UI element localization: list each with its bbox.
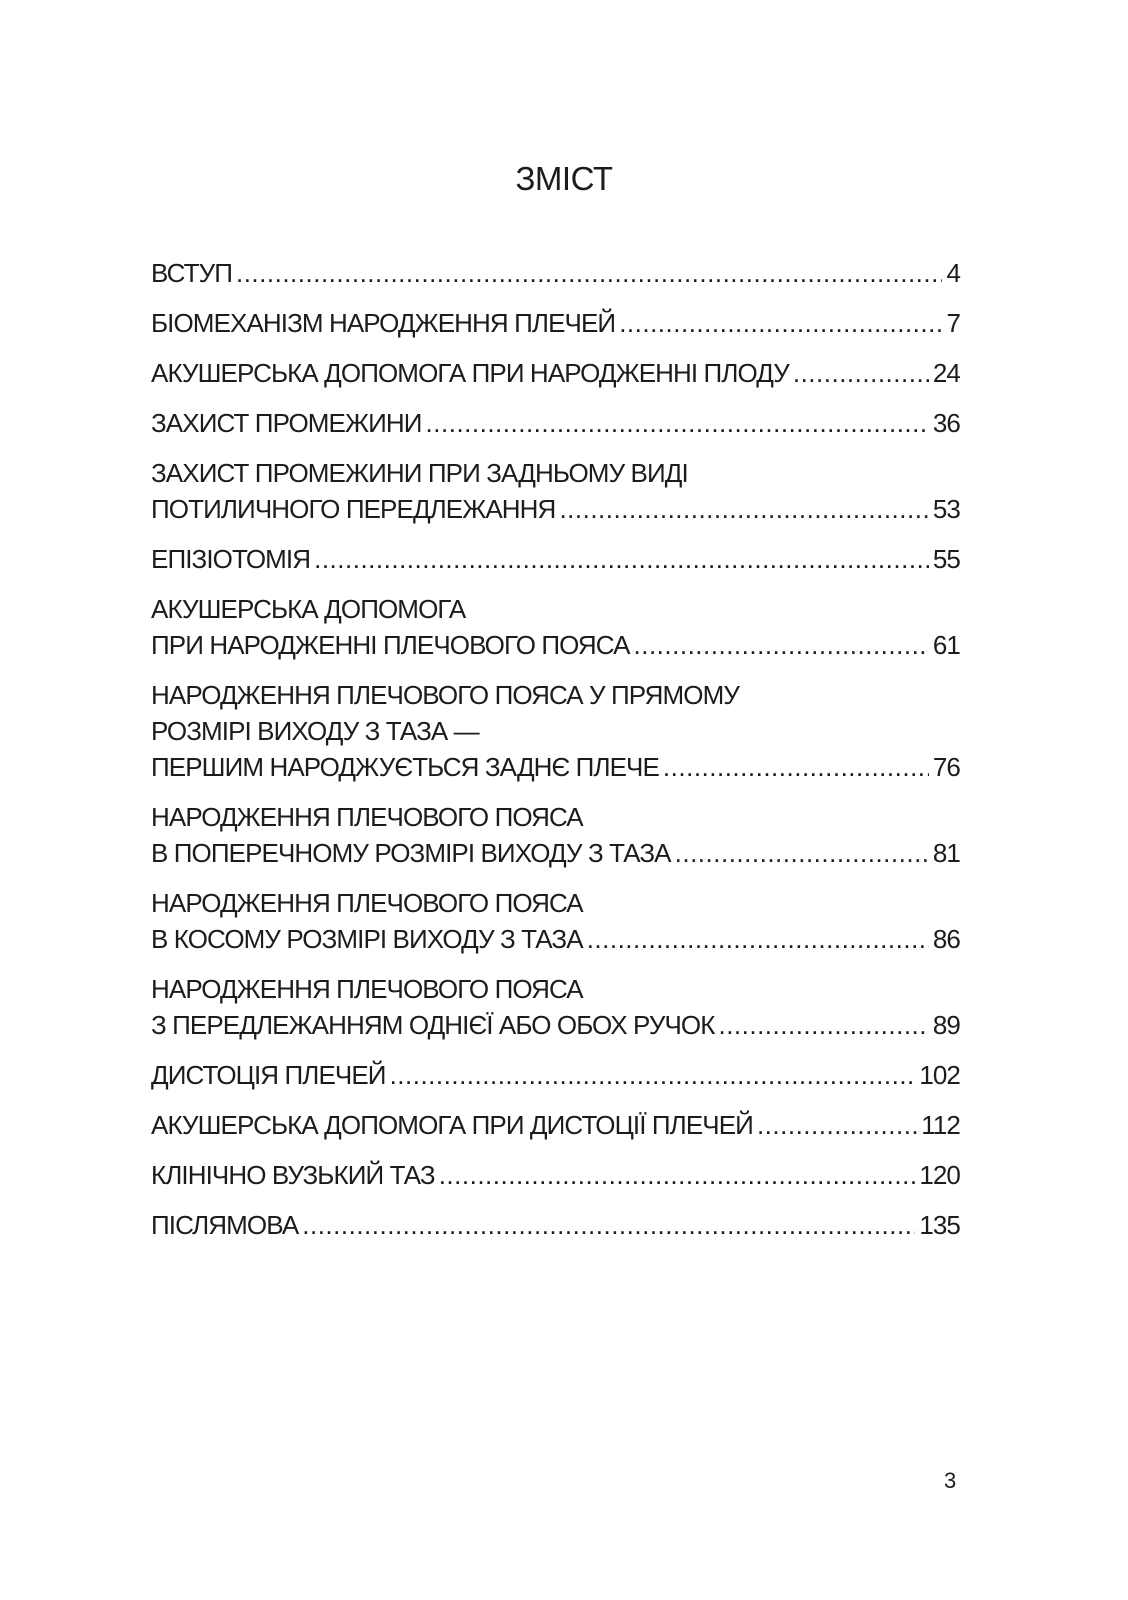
dot-leader <box>302 1207 915 1243</box>
toc-entry-page: 36 <box>932 408 960 438</box>
toc-entry-title-line: НАРОДЖЕННЯ ПЛЕЧОВОГО ПОЯСА <box>151 888 583 918</box>
dot-leader <box>559 491 928 527</box>
dot-leader <box>314 541 929 577</box>
toc-entry-row <box>151 305 960 341</box>
toc-entry-page: 24 <box>932 358 960 388</box>
dot-leader <box>757 1107 917 1143</box>
toc-entry-title: ДИСТОЦІЯ ПЛЕЧЕЙ <box>151 1060 386 1090</box>
toc-entry-row <box>151 1207 960 1243</box>
toc-entry[interactable] <box>151 1207 960 1243</box>
toc-entry-title-line: АКУШЕРСЬКА ДОПОМОГА <box>151 594 466 624</box>
toc-entry-page: 61 <box>932 630 960 660</box>
toc-entry-row <box>151 1007 960 1043</box>
page-title: ЗМІСТ <box>515 160 613 197</box>
toc-entry-page: 89 <box>932 1010 960 1040</box>
toc-entry-row <box>151 541 960 577</box>
toc-entry-title-line: РОЗМІРІ ВИХОДУ З ТАЗА — <box>151 716 479 746</box>
toc-entry-row <box>151 405 960 441</box>
toc-entry[interactable] <box>151 1057 960 1093</box>
toc-entry-row <box>151 255 960 291</box>
toc-entry-title: В КОСОМУ РОЗМІРІ ВИХОДУ З ТАЗА <box>151 924 583 954</box>
toc-entry-page: 53 <box>932 494 960 524</box>
toc-entry-title: ВСТУП <box>151 258 232 288</box>
dot-leader <box>634 627 929 663</box>
toc-entry[interactable] <box>151 799 960 871</box>
dot-leader <box>426 405 929 441</box>
toc-entry-title-line: ЗАХИСТ ПРОМЕЖИНИ ПРИ ЗАДНЬОМУ ВИДІ <box>151 458 688 488</box>
toc-entry-page: 120 <box>919 1160 960 1190</box>
toc-entry[interactable] <box>151 971 960 1043</box>
table-of-contents <box>151 255 960 1257</box>
dot-leader <box>718 1007 928 1043</box>
toc-entry-title-line: НАРОДЖЕННЯ ПЛЕЧОВОГО ПОЯСА У ПРЯМОМУ <box>151 680 739 710</box>
toc-entry-row <box>151 627 960 663</box>
toc-entry-title-line: НАРОДЖЕННЯ ПЛЕЧОВОГО ПОЯСА <box>151 802 583 832</box>
toc-entry-page: 112 <box>921 1110 960 1140</box>
toc-entry-row <box>151 835 960 871</box>
toc-entry-title: ПРИ НАРОДЖЕННІ ПЛЕЧОВОГО ПОЯСА <box>151 630 630 660</box>
toc-entry-row <box>151 749 960 785</box>
dot-leader <box>663 749 929 785</box>
dot-leader <box>675 835 929 871</box>
dot-leader <box>793 355 929 391</box>
toc-entry[interactable] <box>151 305 960 341</box>
toc-entry-page: 102 <box>919 1060 960 1090</box>
toc-entry[interactable] <box>151 885 960 957</box>
toc-entry-title: З ПЕРЕДЛЕЖАННЯМ ОДНІЄЇ АБО ОБОХ РУЧОК <box>151 1010 715 1040</box>
toc-entry-page: 135 <box>919 1210 960 1240</box>
toc-entry-title: ПОТИЛИЧНОГО ПЕРЕДЛЕЖАННЯ <box>151 494 556 524</box>
toc-entry-row <box>151 1107 960 1143</box>
toc-entry[interactable] <box>151 677 960 785</box>
toc-entry-row <box>151 491 960 527</box>
toc-entry-page: 81 <box>932 838 960 868</box>
toc-entry-title: АКУШЕРСЬКА ДОПОМОГА ПРИ НАРОДЖЕННІ ПЛОДУ <box>151 358 789 388</box>
toc-entry-row <box>151 921 960 957</box>
toc-entry-title: ЕПІЗІОТОМІЯ <box>151 544 311 574</box>
toc-entry-title: КЛІНІЧНО ВУЗЬКИЙ ТАЗ <box>151 1160 435 1190</box>
toc-entry[interactable] <box>151 1157 960 1193</box>
dot-leader <box>439 1157 916 1193</box>
dot-leader <box>236 255 942 291</box>
toc-entry[interactable] <box>151 591 960 663</box>
toc-entry[interactable] <box>151 1107 960 1143</box>
dot-leader <box>587 921 929 957</box>
toc-entry-page: 76 <box>932 752 960 782</box>
dot-leader <box>390 1057 916 1093</box>
toc-entry-row <box>151 1057 960 1093</box>
toc-entry-title: ПЕРШИМ НАРОДЖУЄТЬСЯ ЗАДНЄ ПЛЕЧЕ <box>151 752 659 782</box>
toc-entry-page: 86 <box>932 924 960 954</box>
toc-entry[interactable] <box>151 355 960 391</box>
toc-entry[interactable] <box>151 455 960 527</box>
toc-entry-title: ПІСЛЯМОВА <box>151 1210 299 1240</box>
toc-entry-title: АКУШЕРСЬКА ДОПОМОГА ПРИ ДИСТОЦІЇ ПЛЕЧЕЙ <box>151 1110 753 1140</box>
page-number: 3 <box>944 1468 957 1493</box>
toc-entry-page: 4 <box>946 258 960 288</box>
toc-entry-title: БІОМЕХАНІЗМ НАРОДЖЕННЯ ПЛЕЧЕЙ <box>151 308 616 338</box>
toc-entry-page: 7 <box>946 308 960 338</box>
toc-entry-title: В ПОПЕРЕЧНОМУ РОЗМІРІ ВИХОДУ З ТАЗА <box>151 838 671 868</box>
toc-entry[interactable] <box>151 405 960 441</box>
toc-entry-row <box>151 355 960 391</box>
toc-entry[interactable] <box>151 255 960 291</box>
toc-entry-title: ЗАХИСТ ПРОМЕЖИНИ <box>151 408 422 438</box>
dot-leader <box>619 305 942 341</box>
toc-entry-title-line: НАРОДЖЕННЯ ПЛЕЧОВОГО ПОЯСА <box>151 974 583 1004</box>
toc-entry[interactable] <box>151 541 960 577</box>
toc-entry-page: 55 <box>932 544 960 574</box>
toc-entry-row <box>151 1157 960 1193</box>
